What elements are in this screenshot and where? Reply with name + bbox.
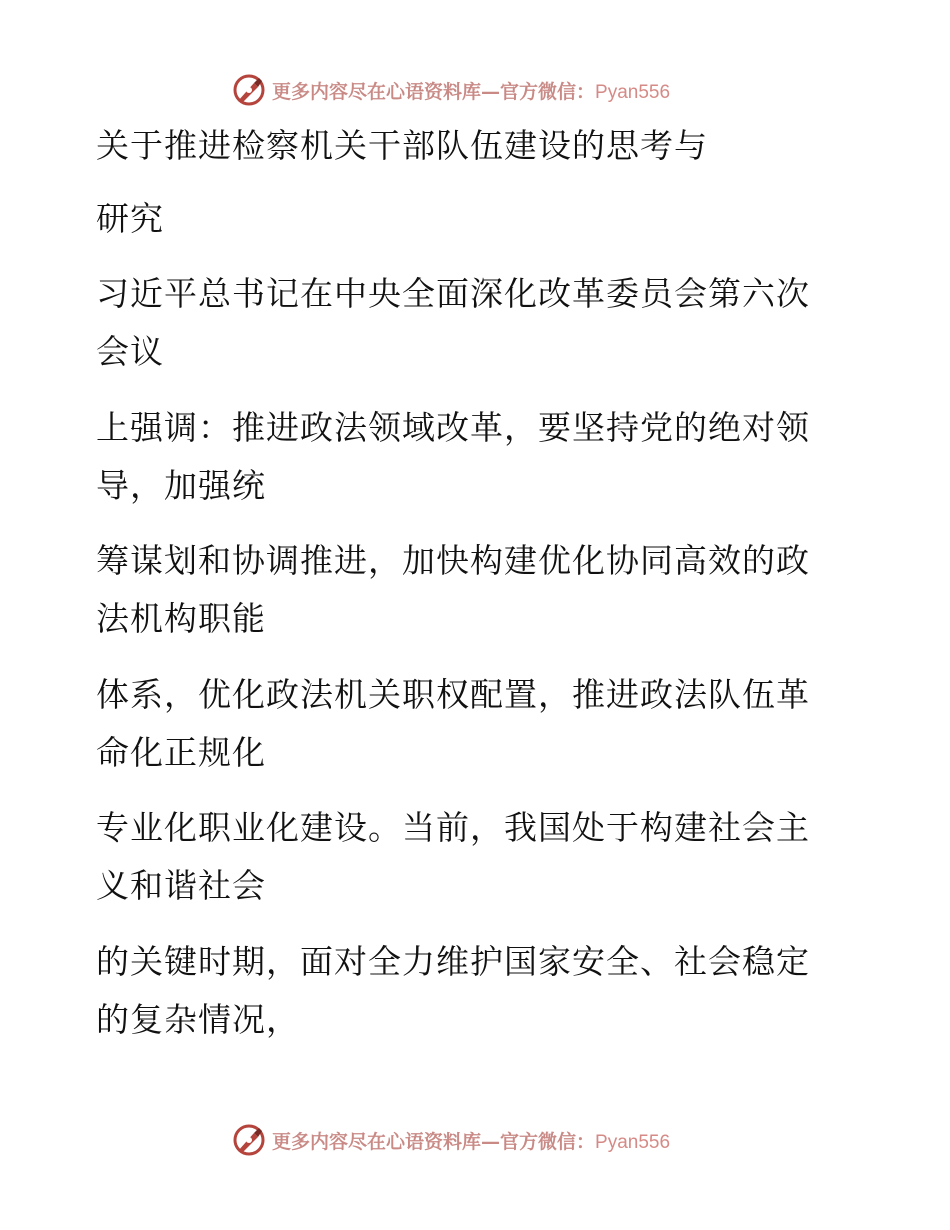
text-line: 专业化职业化建设。当前，我国处于构建社会主 [96, 808, 810, 847]
title-line-1: 关于推进检察机关干部队伍建设的思考与 [96, 126, 708, 165]
text-line: 义和谐社会 [96, 866, 266, 905]
text-line: 的复杂情况， [96, 1000, 300, 1039]
text-line: 上强调：推进政法领域改革，要坚持党的绝对领 [96, 408, 810, 447]
watermark-wechat-id: Pyan556 [595, 1131, 671, 1153]
watermark-label: 更多内容尽在心语资料库—官方微信： [272, 80, 596, 103]
text-line: 的关键时期，面对全力维护国家安全、社会稳定 [96, 942, 810, 981]
text-line: 筹谋划和协调推进，加快构建优化协同高效的政 [96, 541, 810, 580]
watermark-footer [232, 1120, 712, 1160]
watermark-label: 更多内容尽在心语资料库—官方微信： [272, 1130, 596, 1153]
text-line: 会议 [96, 332, 164, 371]
watermark-text [272, 1127, 670, 1154]
title-line-2: 研究 [96, 199, 164, 238]
pen-logo-icon [232, 73, 266, 107]
watermark-header [232, 70, 712, 110]
watermark-text [272, 77, 670, 104]
text-line: 法机构职能 [96, 599, 266, 638]
watermark-wechat-id: Pyan556 [595, 81, 671, 103]
text-line: 命化正规化 [96, 733, 266, 772]
pen-logo-icon [232, 1123, 266, 1157]
text-line: 习近平总书记在中央全面深化改革委员会第六次 [96, 274, 810, 313]
text-line: 体系，优化政法机关职权配置，推进政法队伍革 [96, 675, 810, 714]
text-line: 导，加强统 [96, 466, 266, 505]
